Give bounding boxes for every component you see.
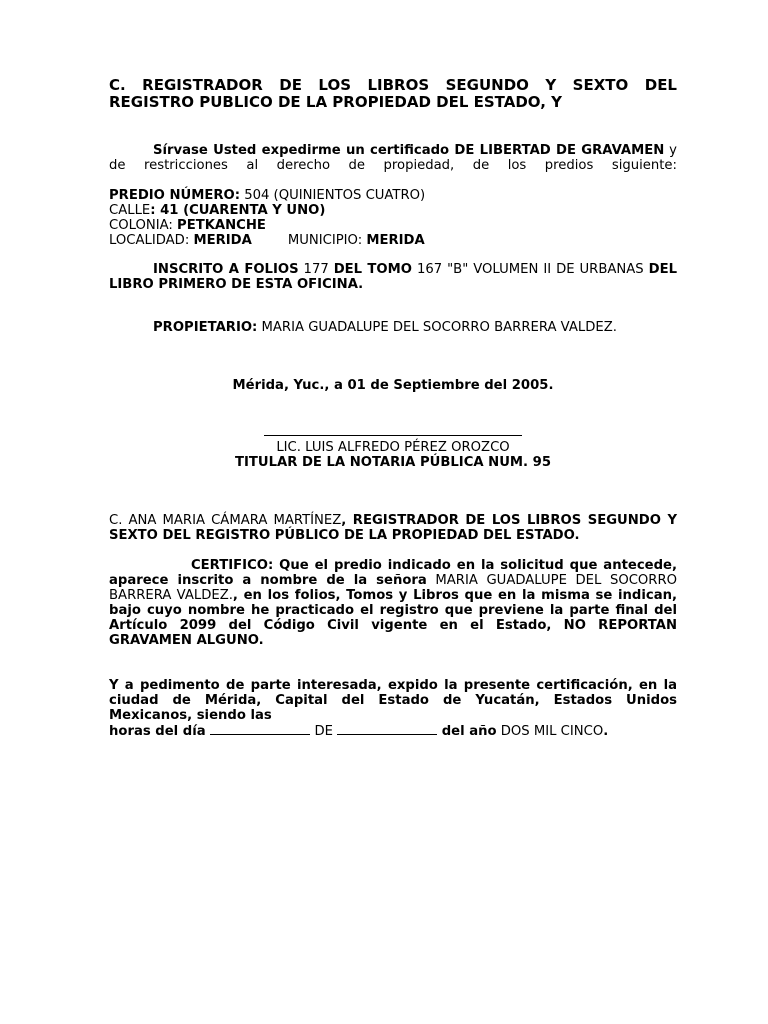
heading-line-2: REGISTRO PUBLICO DE LA PROPIEDAD DEL ESTADO, Y — [109, 93, 562, 111]
predio-line — [109, 188, 677, 203]
document-body — [109, 77, 677, 739]
localidad-line — [109, 233, 677, 248]
closing-period: . — [603, 724, 609, 739]
localidad-value: MERIDA — [193, 233, 252, 248]
day-blank-line — [210, 723, 310, 735]
property-details — [109, 188, 677, 248]
closing-year-label: del año — [437, 724, 497, 739]
request-intro: Sírvase Usted expedirme un certificado — [153, 143, 455, 158]
signature-line — [264, 423, 522, 436]
predio-value: 504 (QUINIENTOS CUATRO) — [240, 188, 426, 203]
municipio-label: MUNICIPIO: — [287, 233, 367, 248]
closing-paragraph: Y a pedimento de parte interesada, expido la presente certificación, en la ciudad de Mérida, Capital del Estado de Yucatán, Estados Unidos Mexicanos, siendo las — [109, 678, 677, 723]
closing-year-value: DOS MIL CINCO — [496, 724, 604, 739]
signatory-name: LIC. LUIS ALFREDO PÉREZ OROZCO — [276, 440, 510, 455]
colonia-line — [109, 218, 677, 233]
owner-label: PROPIETARIO: — [153, 320, 258, 335]
inscription-tomo-details: 167 "B" VOLUMEN II DE URBANAS — [411, 262, 649, 277]
certification-body: , en los folios, Tomos y Libros que en la misma se indican, bajo cuyo nombre he practicado el registro que previene la parte final del Artículo 2099 del Código Civil vigente en el Estado, NO REPORTAN GRAVAMEN ALGUNO. — [109, 588, 677, 648]
calle-line — [109, 203, 677, 218]
inscription-tomo-label: DEL TOMO — [333, 262, 412, 277]
document-heading — [109, 77, 677, 111]
calle-value: : 41 (CUARENTA Y UNO) — [150, 203, 326, 218]
inscription-book: DEL LIBRO PRIMERO DE ESTA OFICINA. — [109, 262, 677, 292]
request-certificate-type: DE LIBERTAD DE GRAVAMEN — [454, 143, 665, 158]
request-paragraph — [109, 143, 677, 173]
month-blank-line — [337, 723, 437, 735]
certification-owner: MARIA GUADALUPE DEL SOCORRO BARRERA VALDEZ. — [109, 573, 677, 603]
registrar-title: , REGISTRADOR DE LOS LIBROS SEGUNDO Y SEXTO DEL REGISTRO PÚBLICO DE LA PROPIEDAD DEL ESTADO. — [109, 513, 677, 543]
calle-label: CALLE — [109, 203, 151, 218]
owner-paragraph — [109, 320, 677, 335]
closing-date-line — [109, 723, 677, 739]
inscription-folios-label: INSCRITO A FOLIOS — [153, 262, 299, 277]
certification-paragraph — [109, 558, 677, 648]
registrar-paragraph — [109, 513, 677, 543]
predio-label: PREDIO NÚMERO: — [109, 188, 240, 203]
colonia-label: COLONIA: — [109, 218, 178, 233]
municipio-value: MERIDA — [366, 233, 425, 248]
inscription-paragraph — [109, 262, 677, 292]
inscription-folio-number: 177 — [298, 262, 334, 277]
registrar-name: C. ANA MARIA CÁMARA MARTÍNEZ — [109, 513, 342, 528]
request-rest: y de restricciones al derecho de propiedad, de los predios siguiente: — [109, 143, 677, 173]
certification-intro: CERTIFICO: Que el predio indicado en la solicitud que antecede, aparece inscrito a nombre de la señora — [109, 558, 677, 588]
colonia-value: PETKANCHE — [177, 218, 266, 233]
closing-block — [109, 678, 677, 739]
closing-de: DE — [310, 724, 338, 739]
signatory-title: TITULAR DE LA NOTARIA PÚBLICA NUM. 95 — [234, 455, 552, 470]
closing-hours-label: horas del día — [109, 724, 211, 739]
heading-line-1: C. REGISTRADOR DE LOS LIBROS SEGUNDO Y SEXTO DEL — [109, 76, 677, 94]
owner-name: MARIA GUADALUPE DEL SOCORRO BARRERA VALDEZ. — [257, 320, 617, 335]
localidad-label: LOCALIDAD: — [109, 233, 194, 248]
date-line: Mérida, Yuc., a 01 de Septiembre del 2005. — [232, 378, 554, 393]
signature-block — [109, 423, 677, 470]
